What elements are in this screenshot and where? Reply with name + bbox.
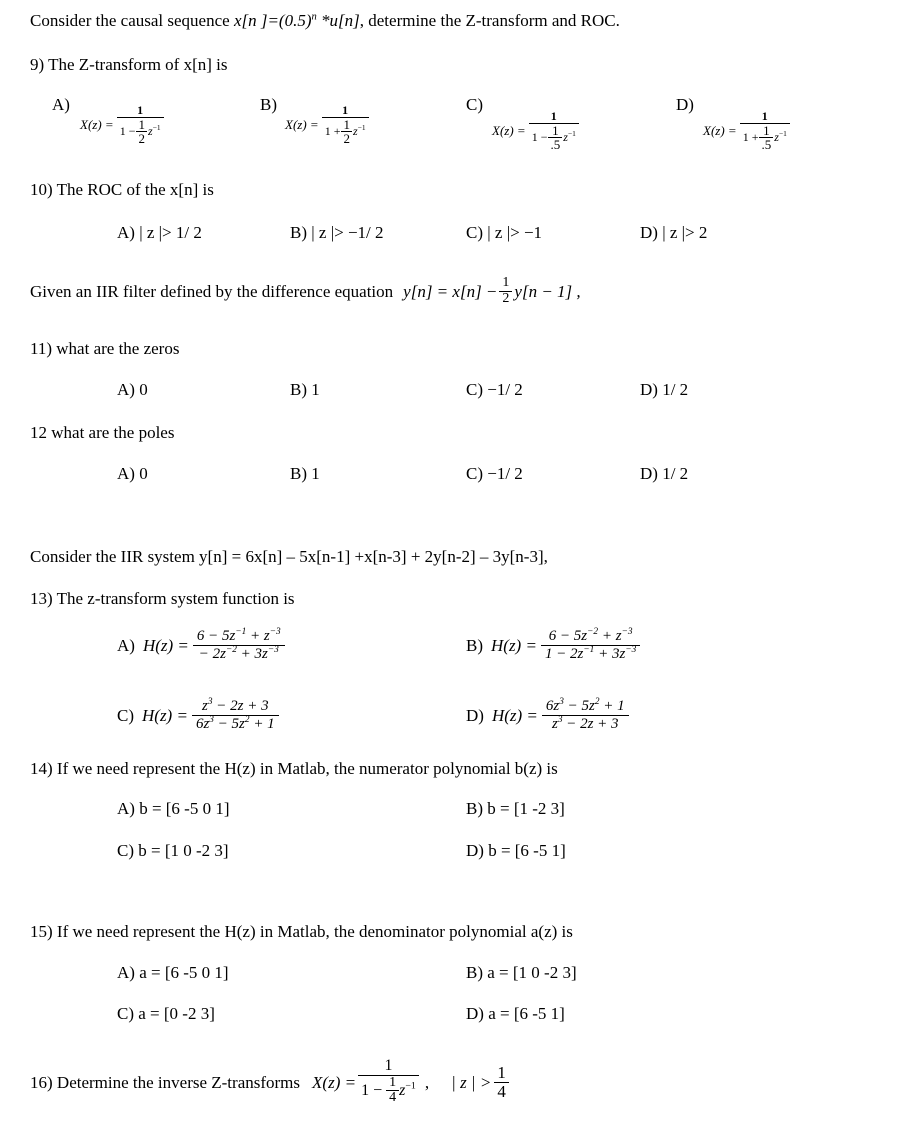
q15-title: 15) If we need represent the H(z) in Matlab, the denominator polynomial a(z) is bbox=[30, 922, 573, 941]
intro-sequence-exponent: n bbox=[311, 11, 317, 23]
q11-option-d[interactable]: D) 1/ 2 bbox=[640, 380, 689, 399]
intro-sequence-step: *u[n] bbox=[316, 11, 360, 30]
q9-denominator bbox=[117, 118, 164, 146]
q13-denominator: $1 - 2z^{-1} + 3z^{-3}$ bbox=[544, 644, 637, 662]
q9-denominator bbox=[529, 124, 579, 152]
q16-comma: , bbox=[424, 1072, 430, 1092]
iir-filter-text: Given an IIR filter defined by the difference equation bbox=[30, 281, 394, 301]
q9-option-c-label[interactable]: C) bbox=[466, 95, 483, 114]
q15-option-a[interactable]: A) a = [6 -5 0 1] bbox=[117, 963, 229, 982]
q9-den-variable: z bbox=[774, 129, 779, 144]
q12-option-c[interactable]: C) −1/ 2 bbox=[466, 464, 523, 483]
q9-den-exponent: −1 bbox=[357, 122, 366, 132]
q14-option-b[interactable]: B) b = [1 -2 3] bbox=[466, 799, 565, 818]
intro-text-end: , determine the Z-transform and ROC. bbox=[359, 11, 620, 30]
q9-den-coef-num: 1 bbox=[343, 116, 350, 132]
q9-den-prefix: 1 + bbox=[742, 129, 759, 144]
q16-title: 16) Determine the inverse Z-transforms bbox=[30, 1072, 301, 1092]
q13-numerator: $6 - 5z^{-1} + z^{-3}$ bbox=[193, 628, 285, 646]
q10-option-a[interactable]: A) | z |> 1/ 2 bbox=[117, 223, 202, 242]
q9-den-coef-den: 2 bbox=[138, 131, 145, 147]
q9-title: 9) The Z-transform of x[n] is bbox=[30, 55, 228, 74]
q13-option-a[interactable] bbox=[117, 628, 285, 663]
q9-lhs: X(z) = bbox=[80, 117, 114, 133]
q13-option-label: D) bbox=[466, 705, 484, 725]
q12-option-a[interactable]: A) 0 bbox=[117, 464, 148, 483]
q9-numerator: 1 bbox=[117, 104, 164, 118]
q11-option-a[interactable]: A) 0 bbox=[117, 380, 148, 399]
q9-den-coefficient bbox=[759, 124, 773, 152]
q10-option-d[interactable]: D) | z |> 2 bbox=[640, 223, 708, 242]
intro-text: Consider the causal sequence bbox=[30, 11, 234, 30]
q9-den-coef-num: 1 bbox=[548, 124, 562, 139]
q9-den-coef-num: 1 bbox=[138, 116, 145, 132]
difference-equation-fraction-num: 1 bbox=[499, 276, 512, 292]
q9-den-exponent: −1 bbox=[152, 122, 161, 132]
q16-den-coef-den: 4 bbox=[389, 1090, 397, 1106]
difference-equation-right: y[n − 1] , bbox=[514, 281, 581, 301]
q12-title: 12 what are the poles bbox=[30, 423, 175, 442]
q9-fraction bbox=[529, 110, 579, 152]
q9-option-d-label[interactable]: D) bbox=[676, 95, 694, 114]
q13-option-d[interactable] bbox=[466, 698, 629, 733]
q16-roc-fraction bbox=[494, 1064, 509, 1101]
q9-den-coef-den: .5 bbox=[761, 137, 772, 153]
q10-title: 10) The ROC of the x[n] is bbox=[30, 180, 214, 199]
q13-numerator: $z^3 - 2z + 3$ bbox=[192, 698, 279, 716]
q9-den-prefix: 1 − bbox=[119, 123, 136, 138]
q16-numerator: 1 bbox=[358, 1058, 419, 1076]
q9-numerator: 1 bbox=[740, 110, 790, 124]
q9-numerator: 1 bbox=[529, 110, 579, 124]
q13-denominator: $6z^3 - 5z^2 + 1$ bbox=[195, 714, 275, 732]
q9-option-b-label[interactable]: B) bbox=[260, 95, 277, 114]
q13-denominator: − $2z^{-2} + 3z^{-3}$ bbox=[198, 644, 279, 662]
q13-lhs: H(z) = bbox=[142, 635, 189, 655]
q9-numerator: 1 bbox=[322, 104, 369, 118]
q16-roc: | z | > bbox=[451, 1072, 492, 1092]
q13-option-b[interactable] bbox=[466, 628, 640, 663]
q16-den-variable: z bbox=[399, 1081, 406, 1099]
q9-den-coefficient bbox=[136, 118, 147, 146]
q13-option-c[interactable] bbox=[117, 698, 279, 733]
q16-den-exponent: −1 bbox=[405, 1080, 416, 1092]
q9-den-coef-den: 2 bbox=[343, 131, 350, 147]
intro-line bbox=[30, 12, 620, 29]
q16-den-prefix: 1 − bbox=[361, 1081, 383, 1099]
q13-fraction bbox=[541, 628, 640, 663]
q14-option-d[interactable]: D) b = [6 -5 1] bbox=[466, 841, 566, 860]
q16-fraction bbox=[358, 1058, 419, 1106]
q9-den-prefix: 1 − bbox=[531, 129, 548, 144]
q14-title: 14) If we need represent the H(z) in Matlab, the numerator polynomial b(z) is bbox=[30, 759, 558, 778]
difference-equation-fraction bbox=[499, 276, 512, 306]
q14-option-c[interactable]: C) b = [1 0 -2 3] bbox=[117, 841, 229, 860]
q13-numerator: $6z^3 - 5z^2 + 1$ bbox=[542, 698, 629, 716]
q11-option-b[interactable]: B) 1 bbox=[290, 380, 320, 399]
q9-den-coef-den: .5 bbox=[550, 137, 561, 153]
q9-option-b-formula bbox=[285, 104, 369, 146]
iir-filter-statement bbox=[30, 273, 581, 309]
q9-option-a-label[interactable]: A) bbox=[52, 95, 70, 114]
q9-den-coefficient bbox=[341, 118, 352, 146]
q13-numerator: $6 - 5z^{-2} + z^{-3}$ bbox=[541, 628, 640, 646]
difference-equation-left: y[n] = x[n] − bbox=[403, 281, 498, 301]
q9-option-c-formula bbox=[492, 110, 579, 152]
q15-option-c[interactable]: C) a = [0 -2 3] bbox=[117, 1004, 215, 1023]
q12-option-d[interactable]: D) 1/ 2 bbox=[640, 464, 689, 483]
q16-line bbox=[30, 1040, 509, 1124]
q13-fraction bbox=[193, 628, 285, 663]
difference-equation-fraction-den: 2 bbox=[502, 290, 510, 306]
q9-option-a-formula bbox=[80, 104, 164, 146]
q9-lhs: X(z) = bbox=[703, 123, 737, 139]
q9-den-variable: z bbox=[352, 123, 358, 138]
q9-option-d-formula bbox=[703, 110, 790, 152]
q9-den-coef-num: 1 bbox=[759, 124, 773, 139]
q11-title: 11) what are the zeros bbox=[30, 339, 180, 358]
q16-roc-num: 1 bbox=[494, 1064, 509, 1083]
q9-denominator bbox=[740, 124, 790, 152]
q9-den-prefix: 1 + bbox=[324, 123, 341, 138]
q13-denominator: $z^3 - 2z + 3$ bbox=[551, 714, 619, 732]
q9-den-variable: z bbox=[147, 123, 153, 138]
q9-denominator bbox=[322, 118, 369, 146]
q9-lhs: X(z) = bbox=[285, 117, 319, 133]
q10-option-c[interactable]: C) | z |> −1 bbox=[466, 223, 543, 242]
q9-den-coefficient bbox=[548, 124, 562, 152]
q13-fraction bbox=[192, 698, 279, 733]
q13-option-label: C) bbox=[117, 705, 134, 725]
q12-option-b[interactable]: B) 1 bbox=[290, 464, 320, 483]
q16-lhs: X(z) = bbox=[312, 1072, 357, 1092]
q16-denominator bbox=[358, 1076, 419, 1106]
q9-den-variable: z bbox=[563, 129, 568, 144]
q14-option-a[interactable]: A) b = [6 -5 0 1] bbox=[117, 799, 230, 818]
q13-lhs: H(z) = bbox=[491, 635, 537, 655]
q10-option-b[interactable]: B) | z |> −1/ 2 bbox=[290, 223, 384, 242]
intro-sequence: x[n ]=(0.5) bbox=[233, 11, 312, 30]
q11-option-c[interactable]: C) −1/ 2 bbox=[466, 380, 523, 399]
q13-lhs: H(z) = bbox=[491, 705, 538, 725]
q9-den-exponent: −1 bbox=[567, 128, 576, 138]
q9-den-exponent: −1 bbox=[778, 128, 787, 138]
q9-fraction bbox=[740, 110, 790, 152]
q13-title: 13) The z-transform system function is bbox=[30, 589, 295, 608]
q15-option-d[interactable]: D) a = [6 -5 1] bbox=[466, 1004, 565, 1023]
q16-den-coefficient bbox=[386, 1076, 399, 1106]
q13-option-label: B) bbox=[466, 635, 483, 655]
iir-system-statement: Consider the IIR system y[n] = 6x[n] – 5x[n-1] +x[n-3] + 2y[n-2] – 3y[n-3], bbox=[30, 547, 548, 566]
q9-fraction bbox=[117, 104, 164, 146]
q9-fraction bbox=[322, 104, 369, 146]
q13-lhs: H(z) = bbox=[142, 705, 188, 725]
q15-option-b[interactable]: B) a = [1 0 -2 3] bbox=[466, 963, 577, 982]
q16-den-coef-num: 1 bbox=[386, 1076, 399, 1092]
q13-option-label: A) bbox=[117, 635, 135, 655]
q13-fraction bbox=[542, 698, 629, 733]
q16-roc-den: 4 bbox=[497, 1081, 506, 1101]
q9-lhs: X(z) = bbox=[492, 123, 526, 139]
